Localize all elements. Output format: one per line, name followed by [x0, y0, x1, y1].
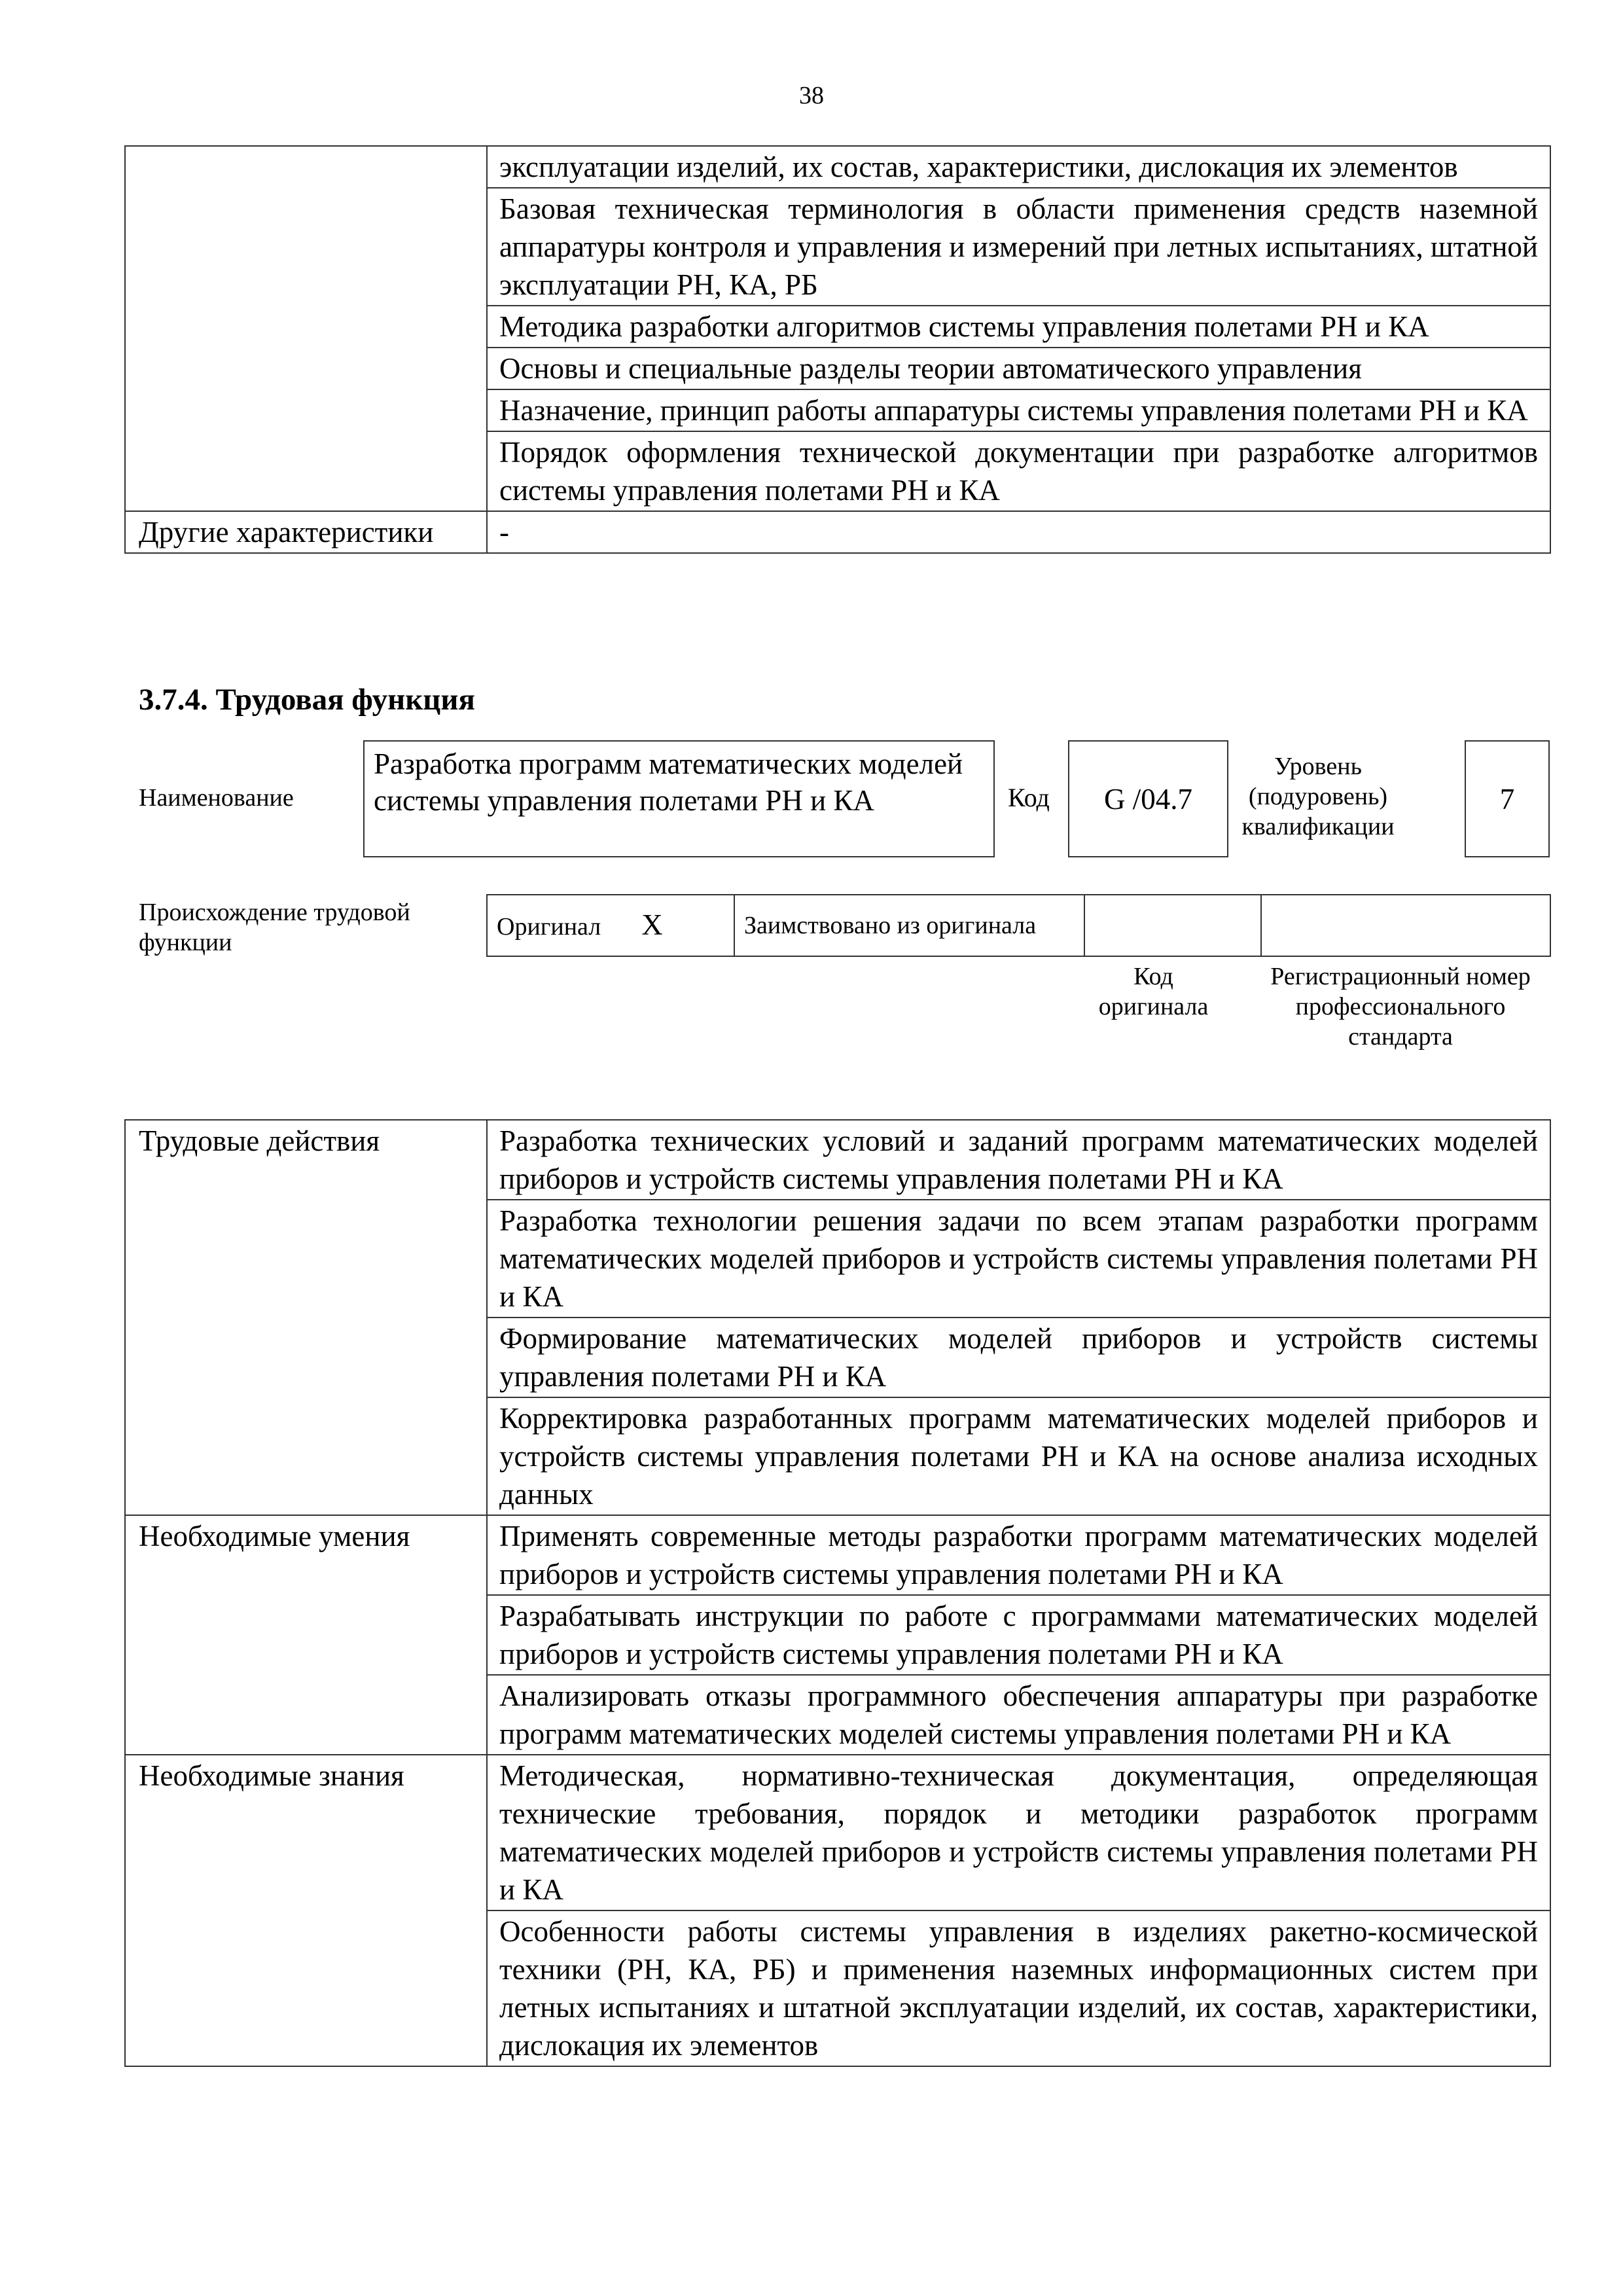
name-label: Наименование	[139, 784, 294, 812]
original-mark: X	[641, 908, 663, 941]
table-cell: Методика разработки алгоритмов системы управления полетами РН и КА	[487, 306, 1550, 348]
table-row	[125, 511, 1550, 553]
empty-label-cell	[125, 146, 487, 511]
table-row	[125, 146, 1550, 188]
table-cell: Основы и специальные разделы теории автоматического управления	[487, 348, 1550, 389]
code-label: Код	[1008, 783, 1050, 812]
table-cell: Разрабатывать инструкции по работе с программами математических моделей приборов и устройств системы управления полетами РН и КА	[487, 1595, 1550, 1675]
registration-number-caption: Регистрационный номер профессионального стандарта	[1270, 963, 1531, 1050]
section-heading: 3.7.4. Трудовая функция	[139, 683, 475, 717]
table-row	[125, 1120, 1550, 1200]
table-cell: Особенности работы системы управления в изделиях ракетно-космической техники (РН, КА, РБ) и применения наземных информационных систем при летных испытаниях и штатной эксплуатации изделий, их состав, характеристики, дислокация их элементов	[487, 1910, 1550, 2066]
table-row	[125, 1515, 1550, 1595]
table-cell: Методическая, нормативно-техническая документация, определяющая технические требования, порядок и методики разработок программ математических моделей приборов и устройств системы управления полетами РН и КА	[487, 1755, 1550, 1910]
table-cell: Порядок оформления технической документации при разработке алгоритмов системы управления полетами РН и КА	[487, 431, 1550, 511]
code-value-box: G /04.7	[1068, 740, 1228, 857]
table-row	[487, 895, 1550, 956]
other-characteristics-label: Другие характеристики	[125, 511, 487, 553]
skills-label: Необходимые умения	[125, 1515, 487, 1755]
table-row	[125, 1755, 1550, 1910]
table-cell: Формирование математических моделей приборов и устройств системы управления полетами РН и КА	[487, 1318, 1550, 1397]
other-characteristics-value: -	[487, 511, 1550, 553]
origin-table	[486, 894, 1551, 957]
table-cell: Назначение, принцип работы аппаратуры системы управления полетами РН и КА	[487, 389, 1550, 431]
level-value-box: 7	[1465, 740, 1550, 857]
table-cell: Корректировка разработанных программ математических моделей приборов и устройств системы управления полетами РН и КА на основе анализа исходных данных	[487, 1397, 1550, 1515]
table-cell: Применять современные методы разработки программ математических моделей приборов и устройств системы управления полетами РН и КА	[487, 1515, 1550, 1595]
table-cell: эксплуатации изделий, их состав, характеристики, дислокация их элементов	[487, 146, 1550, 188]
page-number: 38	[799, 82, 824, 109]
original-cell	[487, 895, 734, 956]
table-cell: Базовая техническая терминология в области применения средств наземной аппаратуры контроля и управления и измерений при летных испытаниях, штатной эксплуатации РН, КА, РБ	[487, 188, 1550, 306]
origin-label: Происхождение трудовой функции	[139, 899, 410, 956]
labor-function-table	[124, 1119, 1551, 2067]
level-label: Уровень (подуровень) квалификации	[1241, 753, 1395, 840]
original-code-caption: Код оригинала	[1098, 963, 1209, 1020]
table-cell: Разработка технических условий и заданий программ математических моделей приборов и устройств системы управления полетами РН и КА	[487, 1120, 1550, 1200]
knowledge-continuation-table	[124, 145, 1551, 554]
table-cell: Разработка технологии решения задачи по всем этапам разработки программ математических моделей приборов и устройств системы управления полетами РН и КА	[487, 1200, 1550, 1318]
knowledge-label: Необходимые знания	[125, 1755, 487, 2066]
borrowed-label: Заимствовано из оригинала	[734, 895, 1084, 956]
table-cell: Анализировать отказы программного обеспечения аппаратуры при разработке программ математических моделей системы управления полетами РН и КА	[487, 1675, 1550, 1755]
original-label: Оригинал	[497, 912, 601, 941]
function-name-box: Разработка программ математических моделей системы управления полетами РН и КА	[363, 740, 995, 857]
registration-number-cell	[1261, 895, 1550, 956]
actions-label: Трудовые действия	[125, 1120, 487, 1515]
original-code-cell	[1084, 895, 1261, 956]
